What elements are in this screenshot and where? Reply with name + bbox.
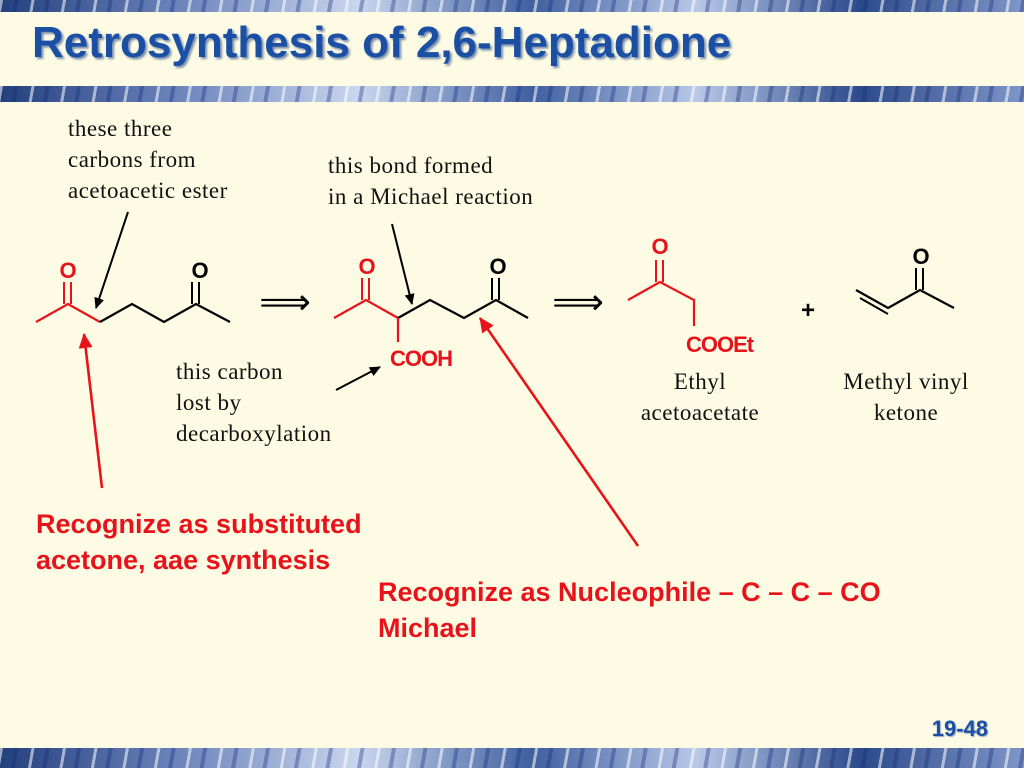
arrow-to-michael-bond (392, 224, 412, 304)
black-carbon-chain (856, 290, 954, 308)
retrosynthesis-arrow: ⟹ (259, 282, 311, 323)
oxygen-label: O (912, 244, 930, 269)
note-decarboxylation: this carbon lost by decarboxylation (176, 359, 332, 446)
red-arrow-to-nucleophile (480, 318, 638, 546)
arrow-to-acetoacetic-carbons (96, 212, 128, 308)
black-carbon-chain (100, 304, 230, 322)
cooh-label: COOH (390, 346, 452, 371)
molecule-ethyl-acetoacetate (628, 234, 755, 357)
molecule-methyl-vinyl-ketone (856, 244, 954, 314)
red-arrow-to-acetone-unit (84, 334, 102, 488)
label-ethyl-acetoacetate: Ethyl acetoacetate (640, 369, 760, 425)
cooet-label: COOEt (686, 332, 754, 357)
bottom-decorative-band (0, 748, 1024, 768)
slide-number: 19-48 (931, 716, 988, 741)
molecule-keto-acid (334, 254, 528, 371)
slide-title: Retrosynthesis of 2,6-Heptadione (32, 18, 732, 67)
red-carbon-chain (36, 304, 100, 322)
oxygen-label: O (358, 254, 376, 279)
label-methyl-vinyl-ketone: Methyl vinyl ketone (843, 369, 969, 425)
red-carbon-chain (628, 282, 694, 326)
molecule-heptanedione (36, 258, 230, 322)
oxygen-label: O (191, 258, 209, 283)
plus-sign: + (800, 297, 816, 324)
note-acetoacetic-ester: these three carbons from acetoacetic ester (68, 116, 228, 203)
oxygen-label: O (59, 258, 77, 283)
note-michael-bond: this bond formed in a Michael reaction (328, 153, 534, 209)
oxygen-label: O (651, 234, 669, 259)
callout-substituted-acetone: Recognize as substituted acetone, aae synthesis (36, 509, 362, 575)
red-carbon-chain (334, 300, 398, 318)
retrosynthesis-arrow: ⟹ (552, 282, 604, 323)
black-carbon-chain (398, 300, 528, 318)
arrow-to-cooh (336, 367, 380, 390)
oxygen-label: O (489, 254, 507, 279)
callout-nucleophile-michael: Recognize as Nucleophile – C – C – CO Michael (378, 577, 881, 643)
